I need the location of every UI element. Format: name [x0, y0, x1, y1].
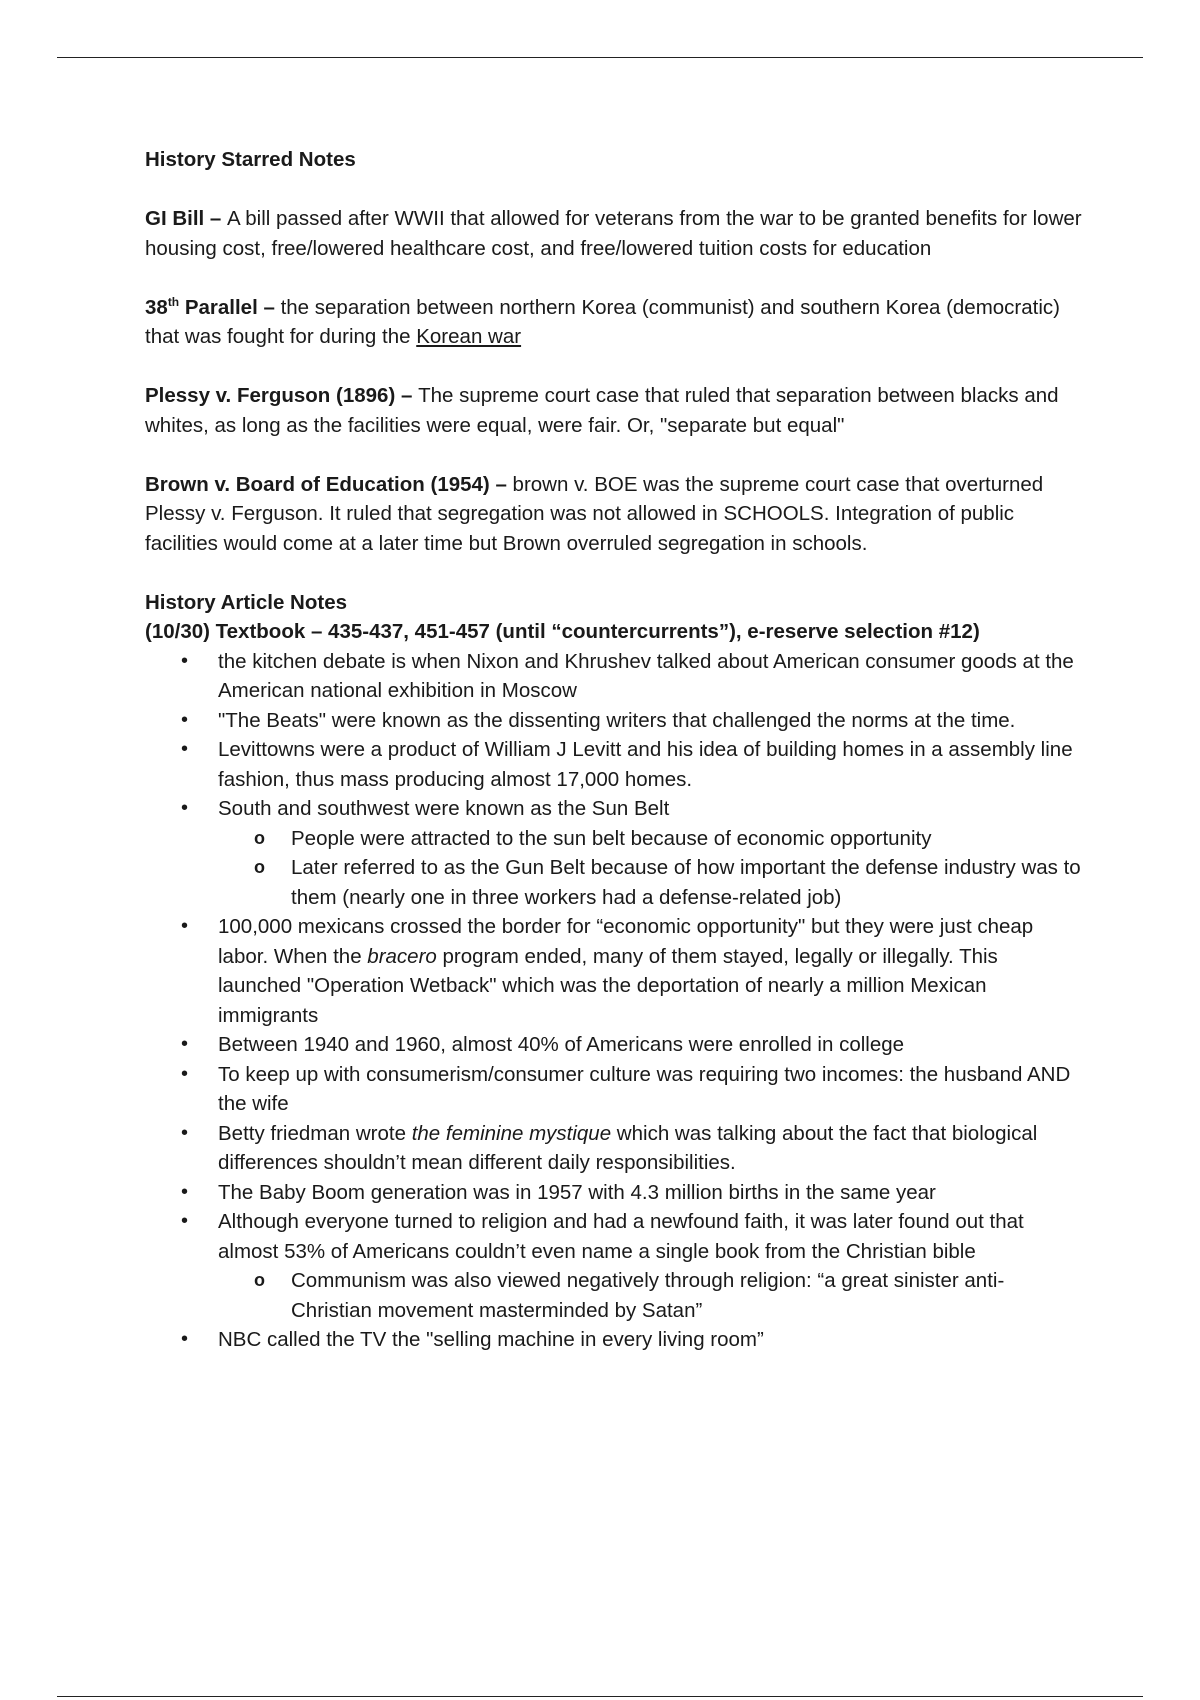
term-label: 38th Parallel –	[145, 294, 281, 319]
sub-list-item: o Communism was also viewed negatively through religion: “a great sinister anti-Christian movement masterminded by Satan”	[218, 1266, 1085, 1325]
note-plessy	[145, 381, 1085, 440]
note-38th-parallel	[145, 293, 1085, 352]
header-rule	[57, 57, 1143, 58]
list-item: • To keep up with consumerism/consumer culture was requiring two incomes: the husband AND the wife	[145, 1060, 1085, 1119]
list-item: • The Baby Boom generation was in 1957 with 4.3 million births in the same year	[145, 1178, 1085, 1208]
term-label: GI Bill –	[145, 207, 228, 230]
article-heading: History Article Notes	[145, 590, 348, 614]
document-body	[145, 145, 1085, 1355]
doc-title: History Starred Notes	[145, 148, 356, 171]
list-item: • Betty friedman wrote the feminine mystique which was talking about the fact that biological differences shouldn’t mean different daily responsibilities.	[145, 1119, 1085, 1178]
term-definition: The supreme court case that ruled that separation between blacks and whites, as long as the facilities were equal, were fair. Or, "separate but equal"	[145, 384, 1059, 437]
note-brown	[145, 470, 1085, 559]
korean-war-link[interactable]: Korean war	[416, 325, 522, 348]
list-item: • Levittowns were a product of William J Levitt and his idea of building homes in a assembly line fashion, thus mass producing almost 17,000 homes.	[145, 735, 1085, 794]
sub-list	[218, 1266, 1085, 1325]
list-item: • South and southwest were known as the Sun Belt o People were attracted to the sun belt because of economic opportunity o Later referred to as the Gun Belt because of how important the defense industry was to them (nearly one in three workers had a defense-related job)	[145, 794, 1085, 912]
sub-list	[218, 824, 1085, 913]
term-definition: brown v. BOE was the supreme court case that overturned Plessy v. Ferguson. It ruled that segregation was not allowed in SCHOOLS. Integration of public facilities would come at a later time but Brown overruled segregation in schools.	[145, 472, 1044, 555]
list-item: • 100,000 mexicans crossed the border for “economic opportunity" but they were just cheap labor. When the bracero program ended, many of them stayed, legally or illegally. This launched "Operation Wetback" which was the deportation of nearly a million Mexican immigrants	[145, 912, 1085, 1030]
list-item: • the kitchen debate is when Nixon and Khrushev talked about American consumer goods at the American national exhibition in Moscow	[145, 647, 1085, 706]
list-item: • "The Beats" were known as the dissenting writers that challenged the norms at the time.	[145, 706, 1085, 736]
sub-list-item: o Later referred to as the Gun Belt because of how important the defense industry was to them (nearly one in three workers had a defense-related job)	[218, 853, 1085, 912]
term-definition: A bill passed after WWII that allowed for veterans from the war to be granted benefits for lower housing cost, free/lowered healthcare cost, and free/lowered tuition costs for education	[145, 207, 1082, 260]
note-gi-bill	[145, 204, 1085, 263]
term-definition: the separation between northern Korea (communist) and southern Korea (democratic) that was fought for during the	[145, 295, 1060, 348]
list-item: • Although everyone turned to religion and had a newfound faith, it was later found out that almost 53% of Americans couldn’t even name a single book from the Christian bible o Communism was also viewed negatively through religion: “a great sinister anti-Christian movement masterminded by Satan”	[145, 1207, 1085, 1325]
footer-rule	[57, 1696, 1143, 1697]
term-label: Brown v. Board of Education (1954) –	[145, 472, 513, 496]
article-notes-list	[145, 647, 1085, 1355]
article-subheading: (10/30) Textbook – 435-437, 451-457 (until “countercurrents”), e-reserve selection #12)	[145, 620, 980, 643]
sub-list-item: o People were attracted to the sun belt because of economic opportunity	[218, 824, 1085, 854]
list-item: • NBC called the TV the "selling machine in every living room”	[145, 1325, 1085, 1355]
term-label: Plessy v. Ferguson (1896) –	[145, 384, 419, 407]
list-item: • Between 1940 and 1960, almost 40% of Americans were enrolled in college	[145, 1030, 1085, 1060]
